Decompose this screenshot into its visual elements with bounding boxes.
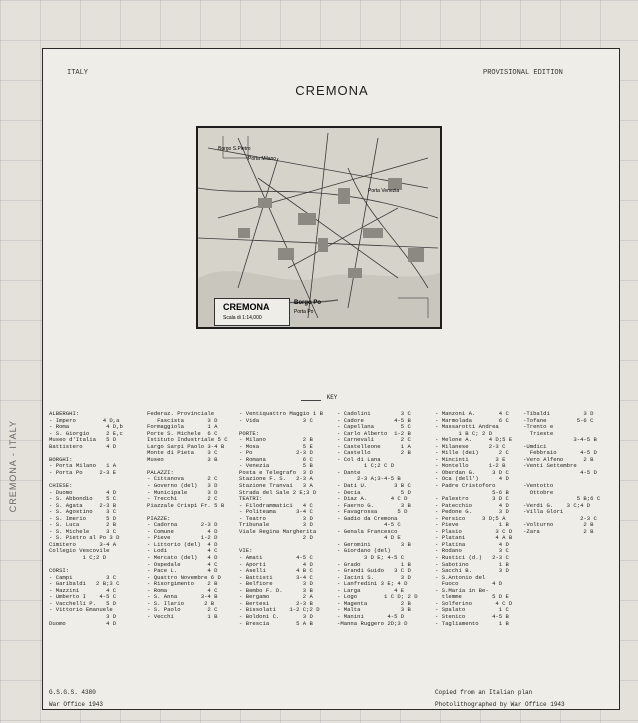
index-entry: 4 D E <box>337 534 401 542</box>
index-entry: - S. Giorgio 2 E,c <box>49 429 123 437</box>
index-entry: -Tofane 5-6 C <box>523 416 594 424</box>
index-entry: 1 B C; 2 D <box>435 429 493 437</box>
index-entry: - Grado 1 B <box>337 560 411 568</box>
index-entry: Fascista 3 D <box>147 416 218 424</box>
index-entry: Istituto Industriale 5 C <box>147 436 228 444</box>
index-entry: - Politeama 3-4 C <box>239 508 313 516</box>
index-entry: - Vecchi 1 B <box>147 612 218 620</box>
index-entry: - Cadorna 2-3 D <box>147 521 218 529</box>
index-entry: Federaz. Provinciale <box>147 410 215 417</box>
map-sheet <box>42 48 620 710</box>
index-entry: - Tagliamento 1 B <box>435 619 509 627</box>
index-entry: - Ospedale 4 C <box>147 560 218 568</box>
index-entry: - Aselli 4 B C <box>239 567 313 575</box>
key-underline <box>301 400 321 401</box>
index-entry: 2-3 A;3-4-5 B <box>337 475 401 483</box>
index-entry: CORSI: <box>49 567 70 575</box>
index-entry: - Cadore 4-5 B <box>337 416 411 424</box>
index-entry: - Castelleone 1 A <box>337 442 411 450</box>
index-entry: - Pedone G. 3 D <box>435 508 509 516</box>
index-entry: - Mille (dei) 2 C <box>435 449 509 457</box>
index-entry: - S. Imerio 5 D <box>49 514 117 522</box>
index-entry: 2-3 C <box>523 514 597 522</box>
index-entry: - Lodi 4 C <box>147 547 218 555</box>
index-entry: - Milano 2 B <box>239 436 313 444</box>
index-entry: - Boldoni C. 3 D <box>239 612 313 620</box>
index-entry: - Spalato 1 C <box>435 606 509 614</box>
index-entry: -Manna Ruggero 2D;3 D <box>337 619 408 627</box>
index-entry: -Tibaldi 3 D <box>523 410 594 417</box>
index-entry: - Belfiore 3 D <box>239 580 313 588</box>
index-entry: 3-4-5 B <box>523 436 597 444</box>
index-entry: - Porta Po 2-3 E <box>49 468 117 476</box>
index-entry: - Pace L. 4 D <box>147 567 218 575</box>
index-entry: -Villa Glori <box>523 508 564 516</box>
index-entry: -Vero Alfeno 2 B <box>523 455 594 463</box>
index-entry: - Campi 3 C <box>49 573 117 581</box>
index-entry: - Mercato (del) 4 D <box>147 554 218 562</box>
index-entry: Viale Regina Margherita <box>239 527 317 535</box>
index-entry: Formaggiola 1 A <box>147 423 218 431</box>
index-entry: - Cadolini 3 C <box>337 410 411 417</box>
index-entry: - Trecchi 2 C <box>147 495 218 503</box>
index-entry: - Patecchio 4 D <box>435 501 509 509</box>
index-entry: - Decia 5 D <box>337 488 411 496</box>
index-entry: - S.Antonio del <box>435 573 486 581</box>
index-entry: 2 D <box>239 534 313 542</box>
index-entry: - Padre Cristoforo <box>435 482 496 490</box>
map-label-porta-venezia: Porta Venezia <box>368 188 400 194</box>
index-entry: Largo Sarpi Paolo 3-4 B <box>147 442 225 450</box>
index-entry: - S. Agata 2-3 B <box>49 501 117 509</box>
city-map[interactable] <box>196 126 442 329</box>
index-entry: tlemme 5 D E <box>435 593 509 601</box>
index-entry: - Sacchi B. 3 D <box>435 567 509 575</box>
index-entry: - S.Maria in Be- <box>435 586 489 594</box>
index-entry: 5 B;6 C <box>523 495 601 503</box>
map-label-borgo-s-pietro: Borgo S.Pietro <box>218 146 251 152</box>
index-entry: - Faerno G. 3 B <box>337 501 411 509</box>
index-entry: - Porta Milano 1 A <box>49 462 117 470</box>
index-entry: - Solferino 4 C D <box>435 599 513 607</box>
index-entry: - Rustici (d.) 2-3 C <box>435 554 509 562</box>
index-entry: Collegio Vescovile <box>49 547 110 555</box>
map-title: CREMONA <box>295 83 369 98</box>
index-entry: - S. Ilario 2 B <box>147 599 215 607</box>
index-entry: - Bergamo 2 A <box>239 593 313 601</box>
index-entry: PORTE: <box>239 429 260 437</box>
index-entry: - Bissolati 1-2 C;2 D <box>239 606 320 614</box>
index-entry: - Mosa 5 E <box>239 442 313 450</box>
index-entry: Duomo 4 D <box>49 619 117 627</box>
index-entry: 3 D <box>49 612 117 620</box>
index-entry: Piazzale Crispi Fr. 5 B <box>147 501 225 509</box>
index-column-2 <box>147 411 228 621</box>
map-label-porta-po: Porta Po <box>294 309 314 315</box>
index-column-5 <box>435 411 512 627</box>
header-edition: PROVISIONAL EDITION <box>483 69 563 77</box>
index-entry: 5-6 B <box>435 488 509 496</box>
index-entry: Monte di Pieta 3 C <box>147 449 218 457</box>
index-entry: - Giordano (del) <box>337 547 391 555</box>
index-entry: - Malta 3 B <box>337 606 411 614</box>
index-entry: - Logo 1 C D; 2 D <box>337 593 418 601</box>
index-entry: - Aporti 4 D <box>239 560 313 568</box>
index-entry: - Manzoni A. 4 C <box>435 410 509 417</box>
index-entry: - Manini 4-5 D <box>337 612 405 620</box>
index-entry: - Castello 2 B <box>337 449 411 457</box>
index-entry: Tribunale 3 D <box>239 521 313 529</box>
index-entry: TEATRI: <box>239 495 263 503</box>
index-entry: - Magenta 2 B <box>337 599 411 607</box>
index-entry: Cimitero 3-4 A <box>49 540 117 548</box>
index-entry: - Ventiquattro Maggio 1 B <box>239 410 323 417</box>
index-entry: - Carnevali 2 C <box>337 436 411 444</box>
index-entry: Museo d'Italia 5 D <box>49 436 117 444</box>
index-entry: - Vacchelli P. 5 D <box>49 599 117 607</box>
index-entry: - Garibaldi 2 B;3 C <box>49 580 120 588</box>
index-entry: - S. Luca 2 B <box>49 521 117 529</box>
index-entry: - Stenico 4-5 B <box>435 612 509 620</box>
index-entry: - Massarotti Andrea <box>435 423 499 431</box>
index-entry: - Vittorio Emanuele <box>49 606 113 614</box>
index-entry: - Roma 4 D,b <box>49 423 123 431</box>
map-label-porta-milano: Porta Milano <box>248 156 277 162</box>
index-entry: -Ventotto <box>523 482 554 490</box>
index-entry: - Melone A. 4 D;5 E <box>435 436 513 444</box>
footer-war-office: War Office 1943 <box>49 701 104 708</box>
index-entry: -Umdici <box>523 442 547 450</box>
index-column-4 <box>337 411 418 627</box>
index-entry: VIE: <box>239 547 253 555</box>
index-entry: - Plasio 3 C D <box>435 527 513 535</box>
index-entry: Porte S. Michele 6 C <box>147 429 218 437</box>
index-entry: PIAZZE: <box>147 514 171 522</box>
index-entry: -Verdi G. 3 C;4 D <box>523 501 591 509</box>
index-entry: - Montello 1-2 B <box>435 462 506 470</box>
header-country: ITALY <box>67 69 89 77</box>
index-entry: - Carlo Alberto 1-2 B <box>337 429 411 437</box>
index-entry: PALAZZI: <box>147 468 174 476</box>
index-entry: - Bertesi 2-3 B <box>239 599 313 607</box>
index-entry: Battistero 4 D <box>49 442 117 450</box>
index-entry: - S. Abbondio 5 C <box>49 495 117 503</box>
index-entry: - Dante <box>337 468 361 476</box>
index-entry: -Venti Settembre <box>523 462 577 470</box>
map-city-label: CREMONA <box>223 302 270 312</box>
map-label-borgo-po: Borgo Po <box>294 300 321 306</box>
index-entry: - Grandi Guido 3 C D <box>337 567 411 575</box>
index-entry: - Larga 4 E <box>337 586 405 594</box>
index-entry: Febbraio 4-5 D <box>523 449 597 457</box>
index-entry: - Roma 4 C <box>147 586 218 594</box>
index-entry: - Pieve 1 B <box>435 521 509 529</box>
index-entry: ALBERGHI: <box>49 410 80 417</box>
index-entry: Fuoco 4 D <box>435 580 503 588</box>
index-entry: - Filodrammatici 4 C <box>239 501 313 509</box>
index-entry: 4-5 D <box>523 468 597 476</box>
index-entry: - Oca (dell') 4 D <box>435 475 509 483</box>
map-scale-label: Scala di 1:14,000 <box>223 315 262 321</box>
index-entry: 1 C;2 D <box>49 554 107 562</box>
key-title: KEY <box>326 394 338 401</box>
index-entry: Ottobre <box>523 488 554 496</box>
map-cartouche <box>214 298 290 326</box>
index-entry: - Venezia 5 B <box>239 462 313 470</box>
index-entry: - Milanese 2-3 C <box>435 442 506 450</box>
index-entry: - Governo (del) 3 D <box>147 482 218 490</box>
index-entry: 3 D E; 4-5 C <box>337 554 405 562</box>
footer-copied: Copied from an Italian plan <box>435 689 533 696</box>
index-entry: 1 C;2 C D <box>337 462 395 470</box>
index-entry: -Zara 2 B <box>523 527 594 535</box>
index-entry: - Po 2-3 D <box>239 449 313 457</box>
index-entry: - S. Pietro al Po 3 D <box>49 534 120 542</box>
index-entry: -Volturno 2 B <box>523 521 594 529</box>
index-entry: - Littorio (del) 4 D <box>147 540 218 548</box>
index-entry: - Rodano 3 C <box>435 547 509 555</box>
index-entry: - Lanfredini 3 E; 4 D <box>337 580 408 588</box>
index-entry: - Genala Francesco <box>337 527 398 535</box>
index-entry: Museo 3 B <box>147 455 218 463</box>
index-entry: - Quattro Novembre 6 D <box>147 573 221 581</box>
index-entry: - Gadio da Cremona <box>337 514 398 522</box>
index-entry: -Trento e <box>523 423 554 431</box>
index-entry: - Battisti 3-4 C <box>239 573 313 581</box>
index-column-1 <box>49 411 123 627</box>
index-entry: - Mazzini 4 C <box>49 586 117 594</box>
index-entry: - S. Agostino 3 C <box>49 508 117 516</box>
index-entry: - S. Anna 3-4 B <box>147 593 218 601</box>
index-column-6 <box>523 411 600 535</box>
index-entry: - Platina 4 D <box>435 540 509 548</box>
index-entry: - Duomo 4 D <box>49 488 117 496</box>
index-entry: - Oberdan G. 3 D C <box>435 468 509 476</box>
index-entry: - Municipale 3 D <box>147 488 218 496</box>
index-entry: Trieste <box>523 429 554 437</box>
index-entry: - Diaz A. 4 C D <box>337 495 408 503</box>
index-entry: - Mincinti 3 E <box>435 455 506 463</box>
index-entry: - Impero 4 D,a <box>49 416 120 424</box>
index-entry: Strada del Sale 2 E;3 D <box>239 488 317 496</box>
index-entry: Posta e Telegrafo 3 D <box>239 468 313 476</box>
index-entry: BORGHI: <box>49 455 73 463</box>
index-entry: 4-5 C <box>337 521 401 529</box>
index-entry: - Vida 3 C <box>239 416 313 424</box>
footer-gsgs: G.S.G.S. 4380 <box>49 689 96 696</box>
index-entry: Stazione F. S. 2-3 A <box>239 475 313 483</box>
index-entry: CHIESE: <box>49 482 73 490</box>
index-entry: - Comune 4 D <box>147 527 218 535</box>
footer-photolithographed: Photolithographed by War Office 1943 <box>435 701 565 708</box>
index-entry: - Marmolada 6 C <box>435 416 509 424</box>
index-entry: - Cittanova 2 C <box>147 475 218 483</box>
index-entry: - Col di Lana <box>337 455 381 463</box>
index-entry: - S. Paolo 2 C <box>147 606 218 614</box>
index-entry: - Umberto I 4-5 C <box>49 593 117 601</box>
index-entry: - Platani 4 A B <box>435 534 513 542</box>
index-entry: - Capellana 5 C <box>337 423 411 431</box>
index-entry: - Amati 4-5 C <box>239 554 313 562</box>
index-entry: - Sabotino 1 B <box>435 560 509 568</box>
index-entry: - Favagrossa 5 D <box>337 508 408 516</box>
index-entry: - Pieve 1-2 D <box>147 534 218 542</box>
index-entry: - Iacini S. 3 D <box>337 573 411 581</box>
index-entry: - Bembo F. D. 3 B <box>239 586 313 594</box>
index-entry: - Brescia 5 A B <box>239 619 313 627</box>
index-entry: - Persico 3 D;5 A <box>435 514 506 522</box>
index-column-3 <box>239 411 323 627</box>
index-entry: - S. Michele 3 C <box>49 527 117 535</box>
index-entry: - Teatro 3 D <box>239 514 313 522</box>
side-title: CREMONA - ITALY <box>8 420 18 513</box>
index-entry: - Palestro 3 D C <box>435 495 509 503</box>
index-entry: - Romana 6 C <box>239 455 313 463</box>
index-entry: - Dati U. 3 B C <box>337 482 411 490</box>
index-entry: Stazione Tranvai 3 A <box>239 482 313 490</box>
index-entry: - Geromini 3 B <box>337 540 411 548</box>
index-entry: - Risorgimento 2 B <box>147 580 218 588</box>
